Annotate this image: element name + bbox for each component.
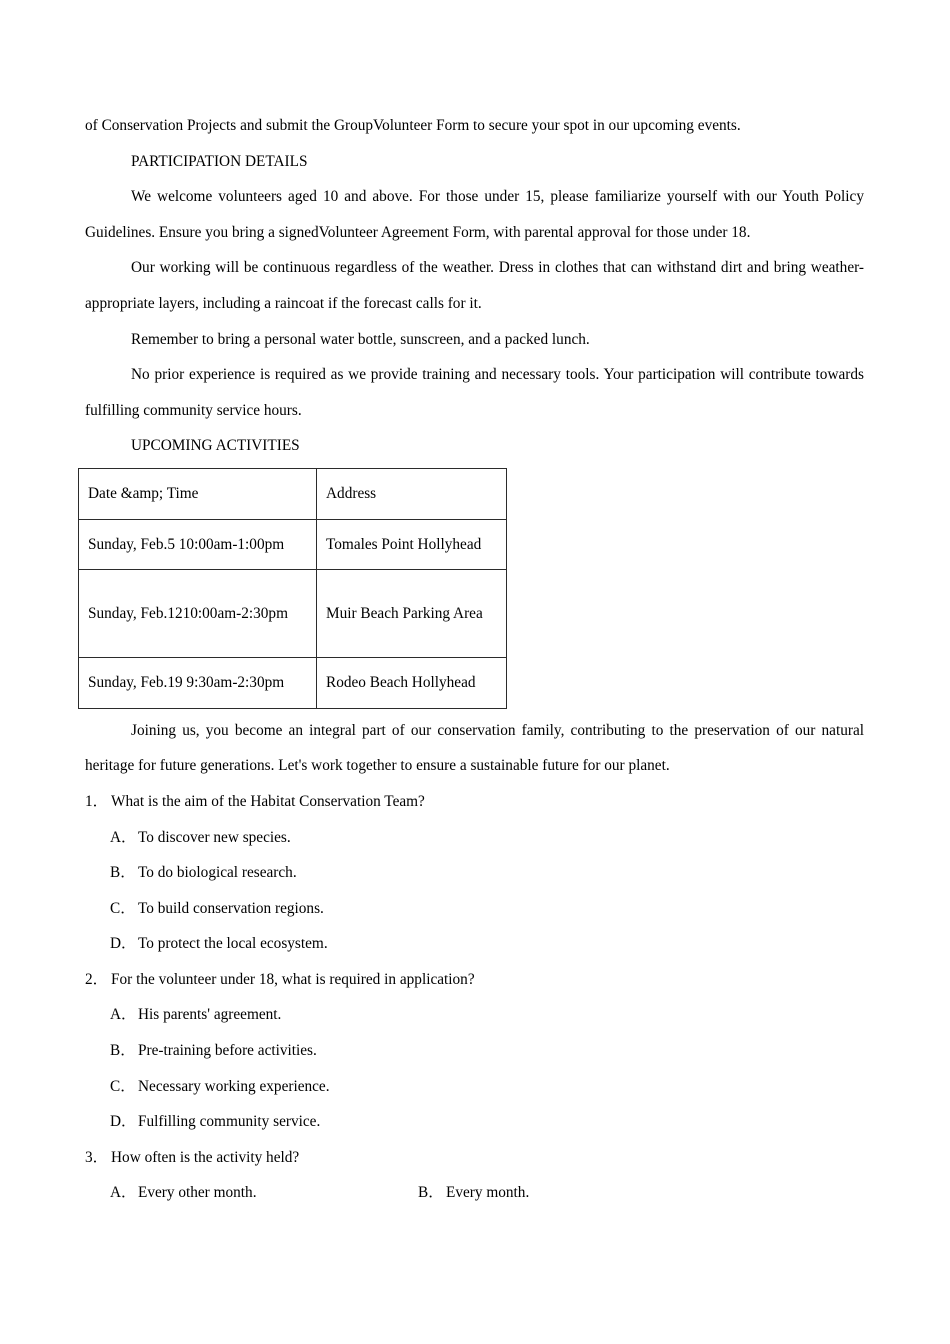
paragraph-bring-items: Remember to bring a personal water bottle, sunscreen, and a packed lunch. xyxy=(131,330,590,348)
upcoming-activities-table xyxy=(78,468,507,709)
question-2 xyxy=(85,962,864,998)
option-text: Pre-training before activities. xyxy=(138,1042,317,1060)
question-1-option-c[interactable] xyxy=(85,891,864,927)
question-1-option-d[interactable] xyxy=(85,926,864,962)
heading-upcoming-activities: UPCOMING ACTIVITIES xyxy=(131,437,300,455)
table-row xyxy=(79,519,507,570)
option-letter: B． xyxy=(418,1184,444,1202)
question-3-options-row xyxy=(85,1175,864,1211)
paragraph-welcome-volunteers: We welcome volunteers aged 10 and above. For those under 15, please familiarize yourself with our Youth Policy Guidelines. Ensure you bring a signedVolunteer Agreement Form, with parental approval for those under 18. xyxy=(85,188,864,241)
option-letter: B． xyxy=(110,864,136,882)
table-cell-datetime: Sunday, Feb.1210:00am-2:30pm xyxy=(79,570,317,658)
table-cell-address: Muir Beach Parking Area xyxy=(317,570,507,658)
option-text: To discover new species. xyxy=(138,828,291,846)
option-text: His parents' agreement. xyxy=(138,1006,282,1024)
option-text: Every month. xyxy=(446,1184,530,1202)
option-letter: A． xyxy=(110,1184,137,1202)
table-cell-datetime: Sunday, Feb.5 10:00am-1:00pm xyxy=(79,519,317,570)
table-header-row xyxy=(79,468,507,519)
table-header-date-time: Date &amp; Time xyxy=(79,468,317,519)
option-text: Every other month. xyxy=(138,1184,257,1202)
paragraph-no-experience: No prior experience is required as we provide training and necessary tools. Your participation will contribute towards fulfilling community service hours. xyxy=(85,366,864,419)
question-3-option-b[interactable] xyxy=(418,1175,529,1211)
option-text: To build conservation regions. xyxy=(138,899,324,917)
question-number: 3． xyxy=(85,1148,108,1166)
option-text: Necessary working experience. xyxy=(138,1077,330,1095)
table-cell-address: Rodeo Beach Hollyhead xyxy=(317,658,507,709)
question-2-option-a[interactable] xyxy=(85,997,864,1033)
paragraph-joining-us: Joining us, you become an integral part of our conservation family, contributing to the preservation of our natural heritage for future generations. Let's work together to ensure a sustainable future for our planet. xyxy=(85,721,864,775)
option-letter: B． xyxy=(110,1042,136,1060)
question-3 xyxy=(85,1140,864,1176)
option-text: To do biological research. xyxy=(138,864,297,882)
paragraph-weather: Our working will be continuous regardless of the weather. Dress in clothes that can withstand dirt and bring weather-appropriate layers, including a raincoat if the forecast calls for it. xyxy=(85,259,864,312)
question-text: How often is the activity held? xyxy=(111,1148,300,1166)
question-3-option-a[interactable] xyxy=(110,1175,418,1211)
option-letter: D． xyxy=(110,1113,137,1131)
option-letter: D． xyxy=(110,935,137,953)
question-text: For the volunteer under 18, what is required in application? xyxy=(111,970,475,988)
paragraph-intro-continued: of Conservation Projects and submit the GroupVolunteer Form to secure your spot in our upcoming events. xyxy=(85,117,741,134)
option-letter: C． xyxy=(110,1077,136,1095)
question-2-option-b[interactable] xyxy=(85,1033,864,1069)
option-letter: A． xyxy=(110,828,137,846)
option-letter: C． xyxy=(110,899,136,917)
question-1 xyxy=(85,784,864,820)
table-row xyxy=(79,570,507,658)
question-1-option-a[interactable] xyxy=(85,820,864,856)
question-1-option-b[interactable] xyxy=(85,855,864,891)
question-number: 1． xyxy=(85,792,108,810)
question-2-option-d[interactable] xyxy=(85,1104,864,1140)
table-header-address: Address xyxy=(317,468,507,519)
option-letter: A． xyxy=(110,1006,137,1024)
question-number: 2． xyxy=(85,970,108,988)
table-cell-datetime: Sunday, Feb.19 9:30am-2:30pm xyxy=(79,658,317,709)
question-2-option-c[interactable] xyxy=(85,1069,864,1105)
table-cell-address: Tomales Point Hollyhead xyxy=(317,519,507,570)
option-text: To protect the local ecosystem. xyxy=(138,935,328,953)
question-text: What is the aim of the Habitat Conservation Team? xyxy=(111,792,425,810)
option-text: Fulfilling community service. xyxy=(138,1113,321,1131)
heading-participation-details: PARTICIPATION DETAILS xyxy=(131,152,308,170)
table-row xyxy=(79,658,507,709)
